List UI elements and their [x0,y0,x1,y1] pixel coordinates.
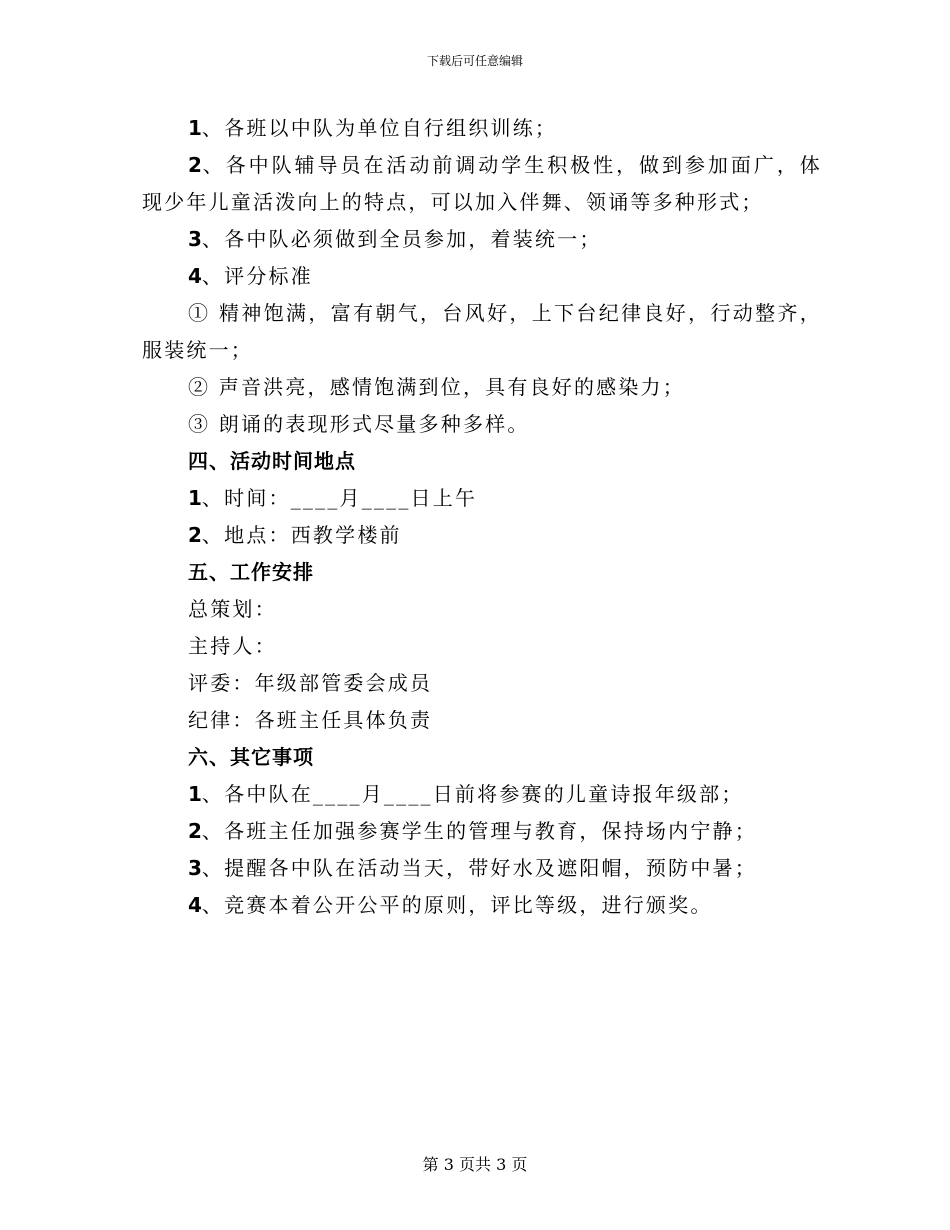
list-item [142,258,822,295]
list-item [142,110,822,147]
page-footer: 第 3 页共 3 页 [422,1155,528,1174]
item-number: 2 [188,153,202,177]
item-number: 1 [188,486,202,510]
arrangement-item: 评委：年级部管委会成员 [188,671,433,695]
item-text: 、时间：____月____日上午 [201,486,478,510]
list-item [142,517,822,554]
item-text: 、各班以中队为单位自行组织训练； [201,116,558,140]
item-text: 、各班主任加强参赛学生的管理与教育，保持场内宁静； [201,819,757,843]
list-item [142,850,822,887]
list-item [142,221,822,258]
item-number: 2 [188,523,202,547]
arrangement-item: 总策划： [188,597,277,621]
item-text: 、评分标准 [201,264,313,288]
section-heading: 六、其它事项 [188,745,314,769]
list-item [142,480,822,517]
item-number: 4 [188,264,202,288]
item-text: 、竞赛本着公开公平的原则，评比等级，进行颁奖。 [201,893,713,917]
item-text: 、地点：西教学楼前 [201,523,402,547]
item-number: 1 [188,116,202,140]
list-item [142,776,822,813]
document-body [142,110,822,924]
item-number: 3 [188,856,202,880]
item-number: 4 [188,893,202,917]
section-heading: 五、工作安排 [188,560,314,584]
item-text: 、各中队必须做到全员参加，着装统一； [201,227,602,251]
item-number: 3 [188,227,202,251]
item-number: 2 [188,819,202,843]
list-item [142,887,822,924]
list-item [142,813,822,850]
list-item [142,147,822,221]
item-text: 、各中队在____月____日前将参赛的儿童诗报年级部； [201,782,744,806]
item-number: 1 [188,782,202,806]
criteria-item: ② 声音洪亮，感情饱满到位，具有良好的感染力； [188,375,685,399]
item-text: 、提醒各中队在活动当天，带好水及遮阳帽，预防中暑； [201,856,757,880]
item-text: 、各中队辅导员在活动前调动学生积极性，做到参加面广，体现少年儿童活泼向上的特点，可以加入伴舞、领诵等多种形式； [142,153,822,214]
criteria-item: ③ 朗诵的表现形式尽量多种多样。 [188,412,530,436]
arrangement-item: 主持人： [188,634,277,658]
arrangement-item: 纪律：各班主任具体负责 [188,708,433,732]
criteria-item: ① 精神饱满，富有朝气，台风好，上下台纪律良好，行动整齐，服装统一； [142,301,822,362]
section-heading: 四、活动时间地点 [188,449,356,473]
page-header: 下载后可任意编辑 [426,54,523,68]
